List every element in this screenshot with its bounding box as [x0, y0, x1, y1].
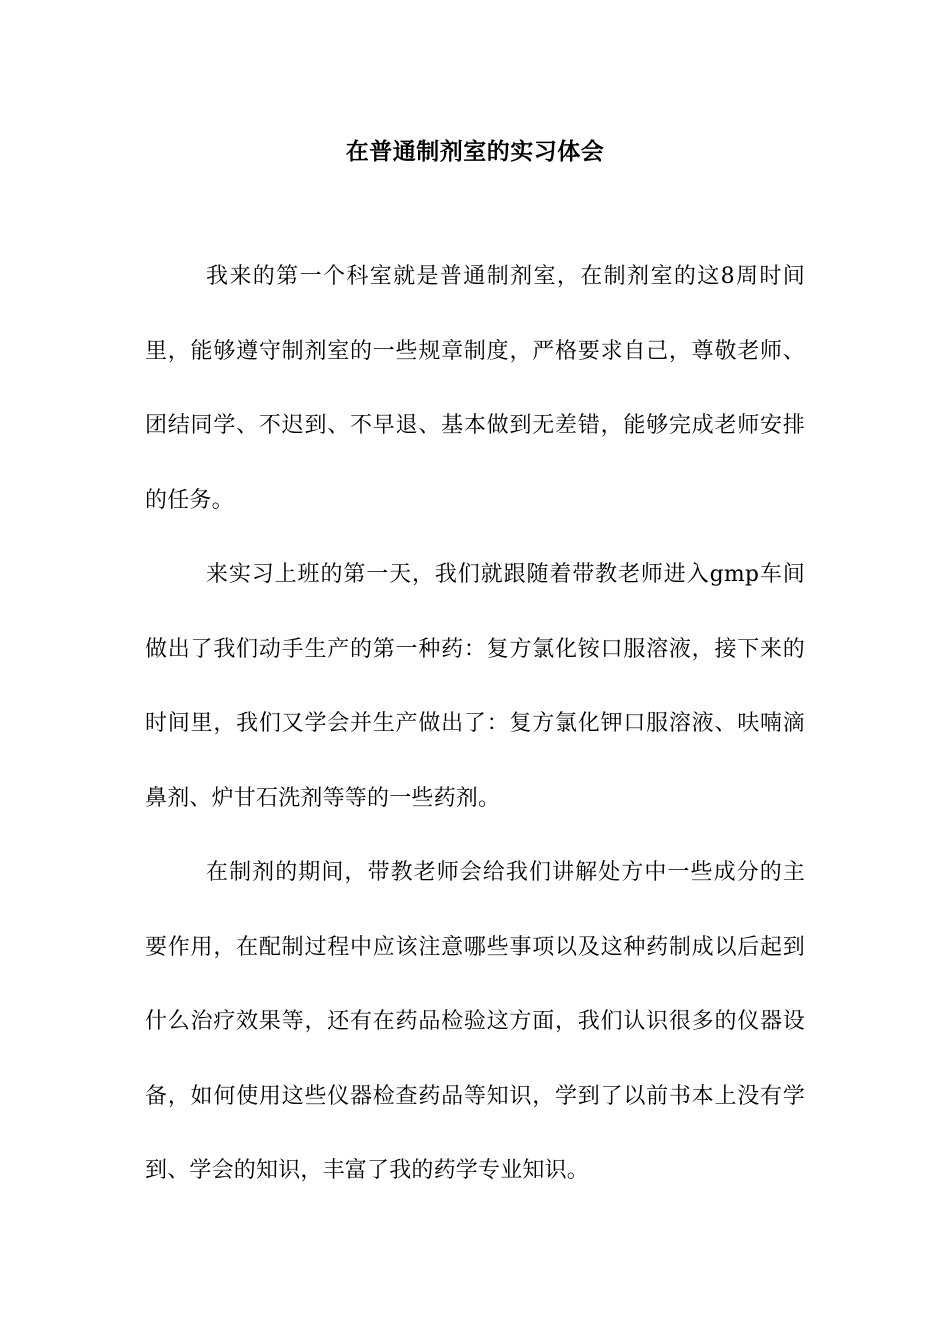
document-title: 在普通制剂室的实习体会 — [345, 138, 605, 165]
paragraph-2: 来实习上班的第一天，我们就跟随着带教老师进入gmp车间做出了我们动手生产的第一种药：复方氯化铵口服溶液，接下来的时间里，我们又学会并生产做出了：复方氯化钾口服溶液、呋喃滴鼻剂、炉甘石洗剂等等的一些药剂。 — [145, 562, 805, 811]
paragraph-1: 我来的第一个科室就是普通制剂室，在制剂室的这8周时间里，能够遵守制剂室的一些规章制度，严格要求自己，尊敬老师、团结同学、不迟到、不早退、基本做到无差错，能够完成老师安排的任务。 — [145, 264, 805, 513]
paragraph-3: 在制剂的期间，带教老师会给我们讲解处方中一些成分的主要作用，在配制过程中应该注意哪些事项以及这种药制成以后起到什么治疗效果等，还有在药品检验这方面，我们认识很多的仪器设备，如何使用这些仪器检查药品等知识，学到了以前书本上没有学到、学会的知识，丰富了我的药学专业知识。 — [145, 860, 805, 1183]
document-body — [145, 240, 805, 1209]
